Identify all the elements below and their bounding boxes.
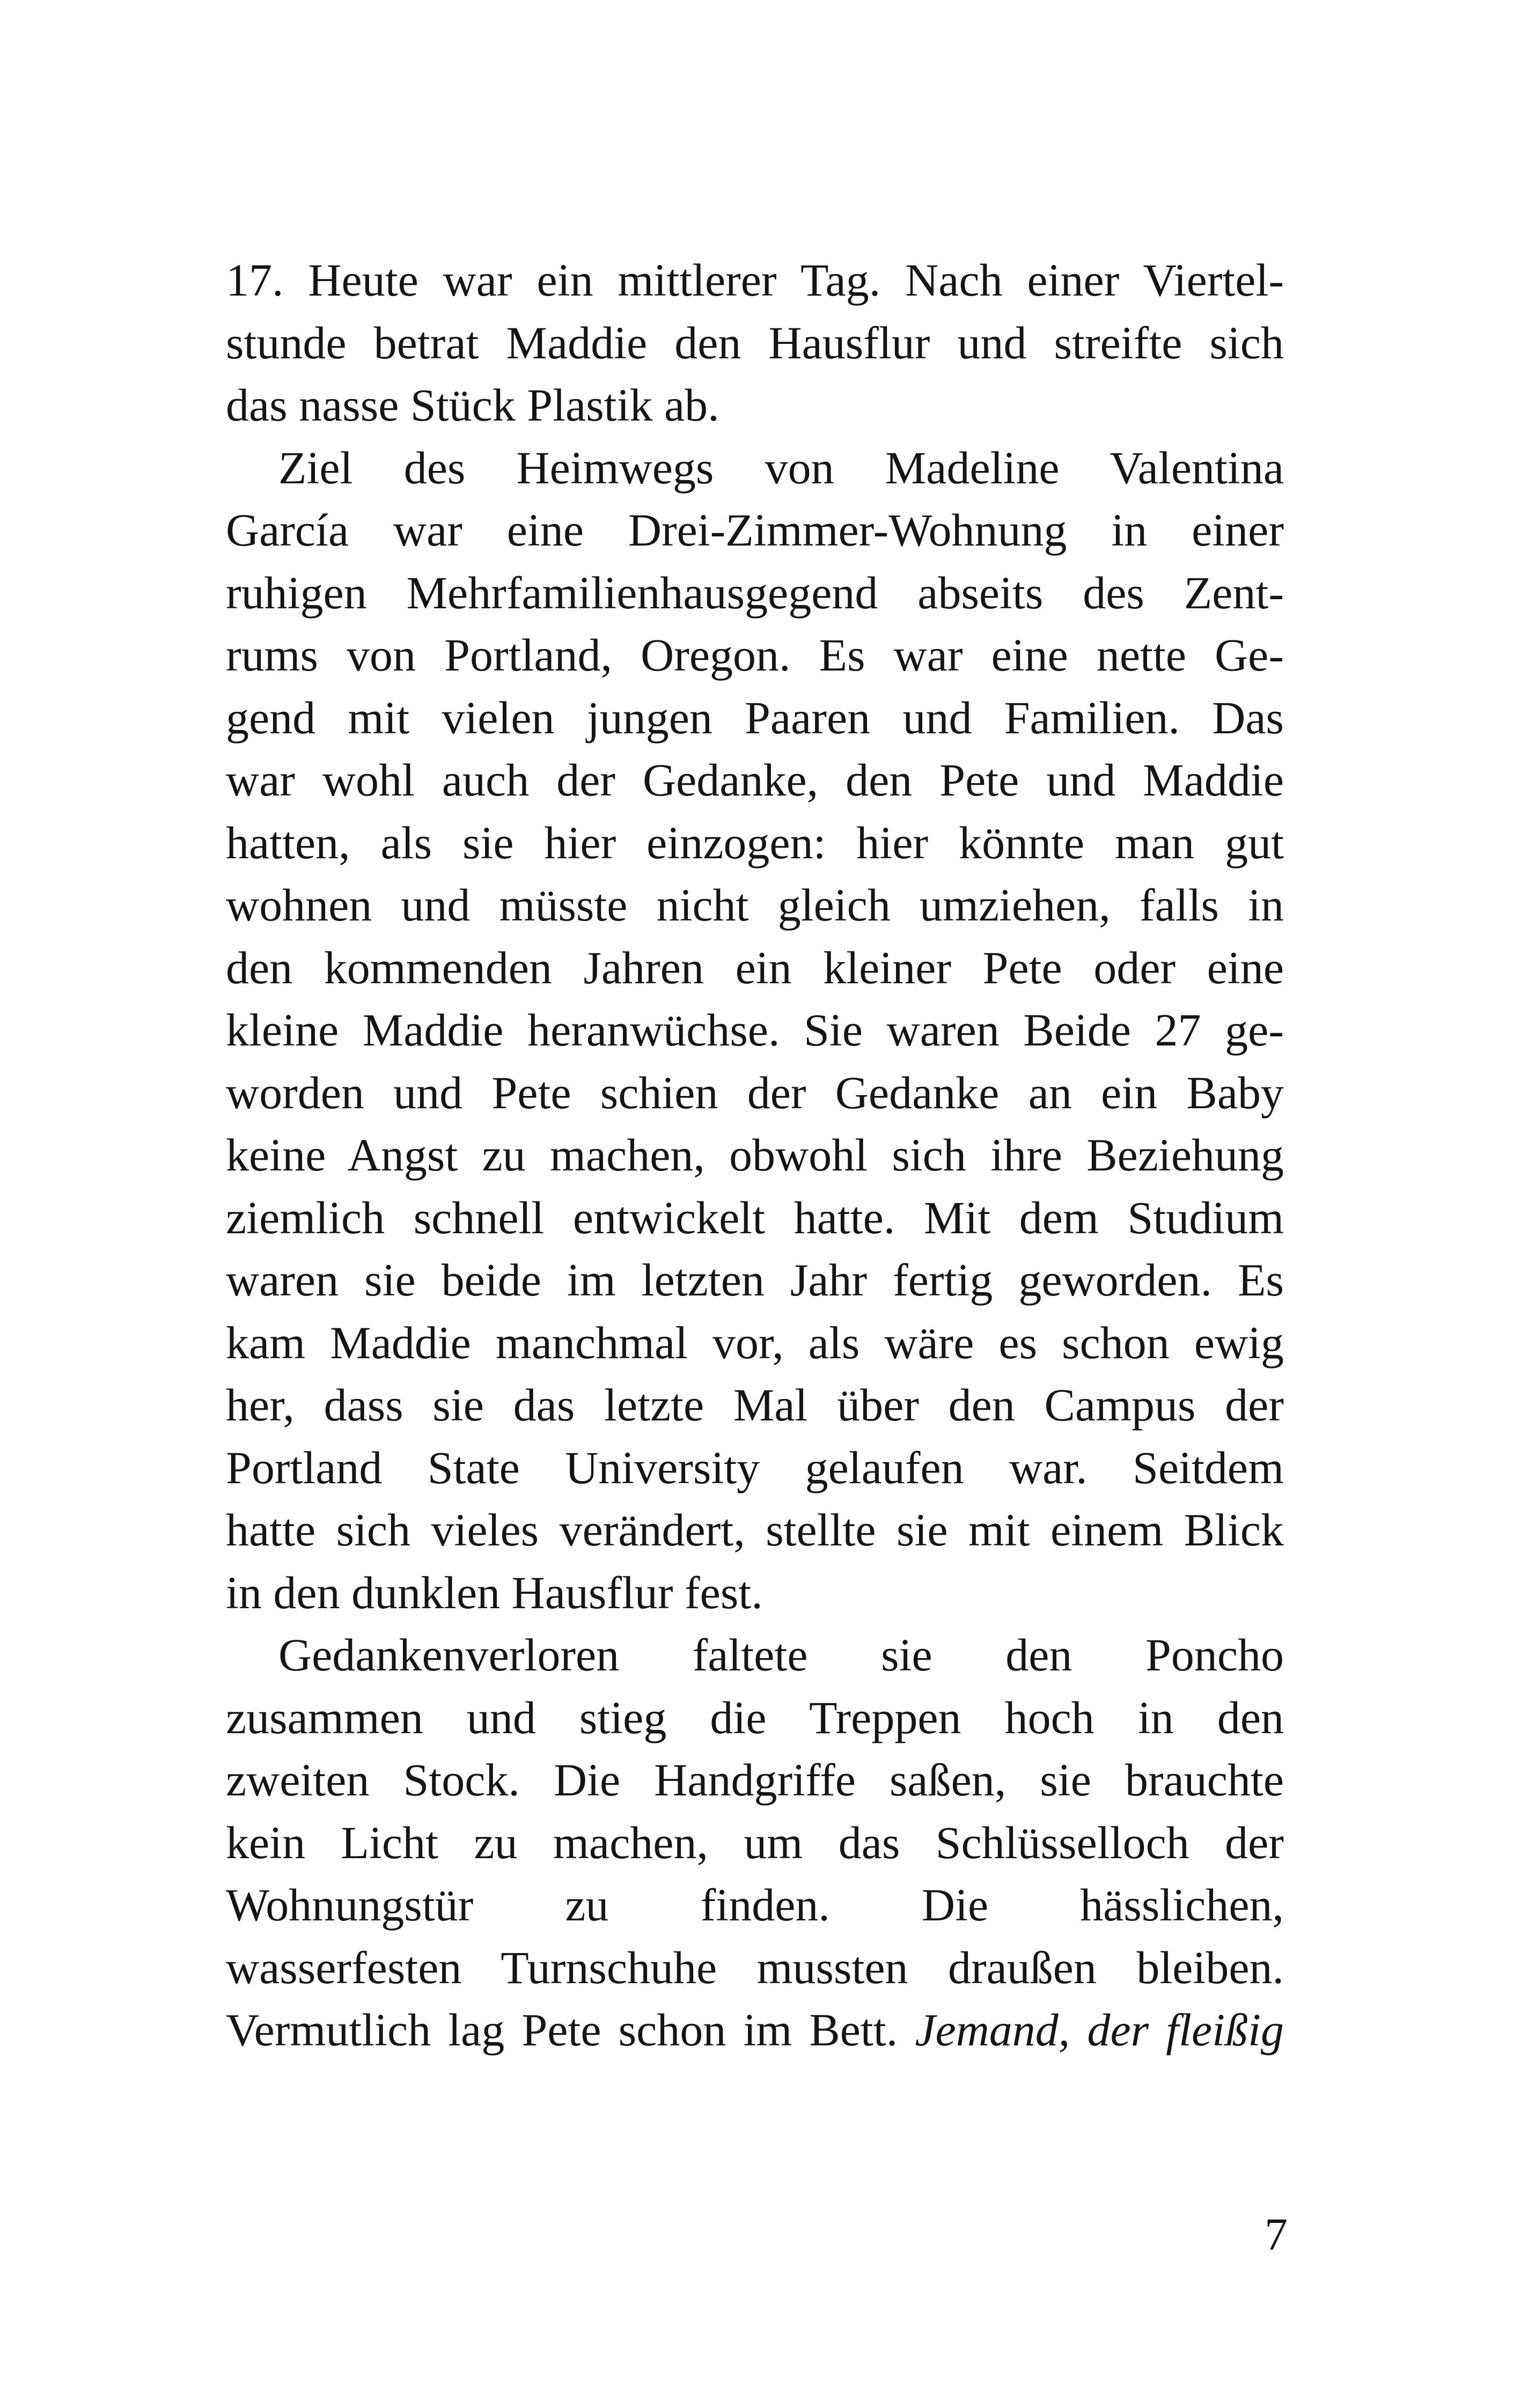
text-line: gend mit vielen jungen Paaren und Familien. Das bbox=[226, 691, 1284, 743]
paragraph-2 bbox=[226, 437, 1284, 1624]
text-line: Gedankenverloren faltete sie den Poncho bbox=[278, 1629, 1284, 1681]
text-line: Wohnungstür zu finden. Die hässlichen, bbox=[226, 1879, 1284, 1931]
text-line: worden und Pete schien der Gedanke an ein Baby bbox=[226, 1066, 1284, 1118]
text-line: das nasse Stück Plastik ab. bbox=[226, 379, 719, 431]
text-line: hatten, als sie hier einzogen: hier könnte man gut bbox=[226, 816, 1284, 868]
text-line: García war eine Drei-Zimmer-Wohnung in einer bbox=[226, 504, 1284, 556]
text-line: Ziel des Heimwegs von Madeline Valentina bbox=[278, 441, 1284, 494]
book-page-text bbox=[226, 249, 1284, 2061]
text-line: her, dass sie das letzte Mal über den Campus der bbox=[226, 1379, 1284, 1431]
text-line: kleine Maddie heranwüchse. Sie waren Beide 27 ge- bbox=[226, 1004, 1284, 1056]
text-line: rums von Portland, Oregon. Es war eine nette Ge- bbox=[226, 629, 1284, 681]
text-line: kam Maddie manchmal vor, als wäre es schon ewig bbox=[226, 1316, 1284, 1368]
text-line: keine Angst zu machen, obwohl sich ihre Beziehung bbox=[226, 1129, 1284, 1181]
text-line: wohnen und müsste nicht gleich umziehen, falls in bbox=[226, 879, 1284, 931]
paragraph-1 bbox=[226, 249, 1284, 437]
text-line: 17. Heute war ein mittlerer Tag. Nach einer Viertel- bbox=[226, 254, 1284, 306]
text-line: in den dunklen Hausflur fest. bbox=[226, 1566, 763, 1618]
text-line: ziemlich schnell entwickelt hatte. Mit dem Studium bbox=[226, 1191, 1284, 1243]
text-line: zweiten Stock. Die Handgriffe saßen, sie brauchte bbox=[226, 1754, 1284, 1806]
text-line: zusammen und stieg die Treppen hoch in den bbox=[226, 1691, 1284, 1743]
text-line: Portland State University gelaufen war. Seitdem bbox=[226, 1441, 1284, 1493]
text-line bbox=[226, 1999, 1284, 2061]
text-line: wasserfesten Turnschuhe mussten draußen bleiben. bbox=[226, 1941, 1284, 1993]
paragraph-3 bbox=[226, 1624, 1284, 2061]
text-line: ruhigen Mehrfamilienhausgegend abseits des Zent- bbox=[226, 566, 1284, 618]
text-line: kein Licht zu machen, um das Schlüsselloch der bbox=[226, 1816, 1284, 1868]
page-number: 7 bbox=[1265, 2208, 1288, 2260]
text-run: Vermutlich lag Pete schon im Bett. bbox=[226, 2004, 915, 2056]
text-line: war wohl auch der Gedanke, den Pete und Maddie bbox=[226, 754, 1284, 806]
italic-text-run: Jemand, der fleißig bbox=[915, 2004, 1284, 2056]
text-line: den kommenden Jahren ein kleiner Pete oder eine bbox=[226, 941, 1284, 993]
text-line: hatte sich vieles verändert, stellte sie mit einem Blick bbox=[226, 1504, 1284, 1556]
text-line: stunde betrat Maddie den Hausflur und streifte sich bbox=[226, 316, 1284, 369]
text-line: waren sie beide im letzten Jahr fertig geworden. Es bbox=[226, 1254, 1284, 1306]
